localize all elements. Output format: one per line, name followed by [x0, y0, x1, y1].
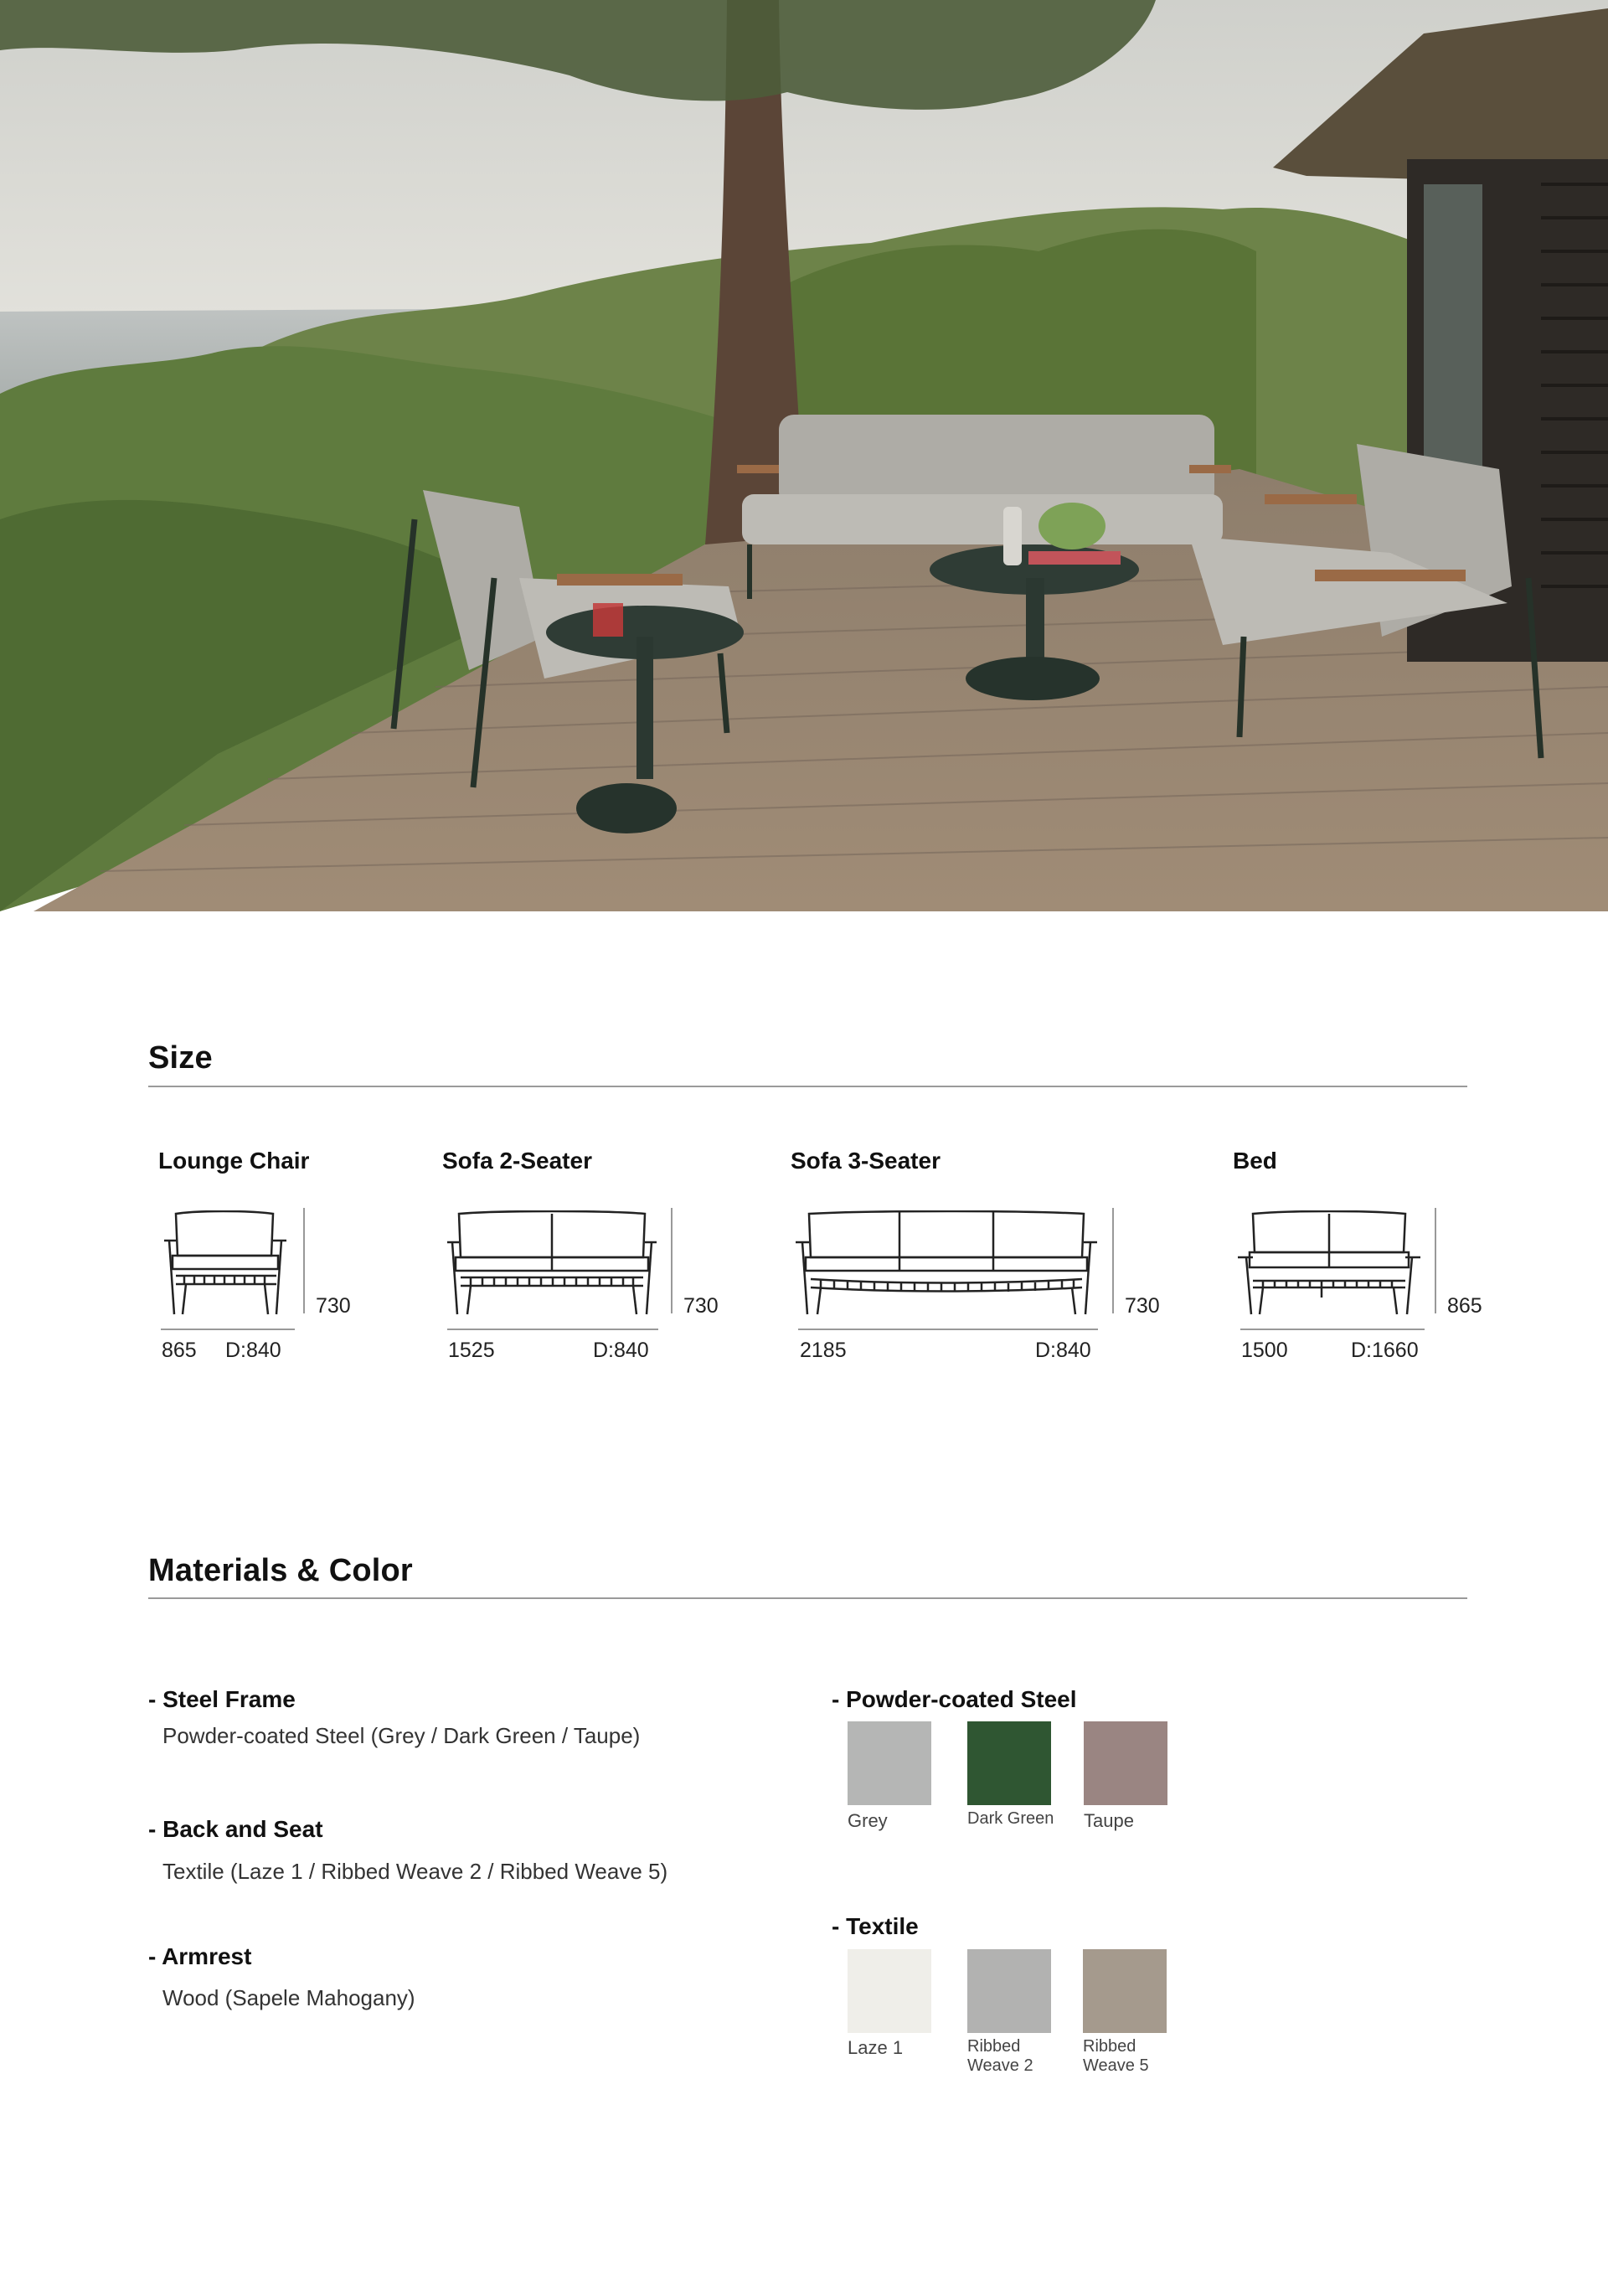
lounge-chair-drawing: [164, 1210, 286, 1315]
material-desc: Wood (Sapele Mahogany): [162, 1985, 415, 2010]
depth-value: D:840: [593, 1339, 649, 1362]
depth-value: D:840: [1035, 1339, 1091, 1362]
outdoor-lounge-scene: [0, 0, 1608, 911]
hero-photo: [0, 0, 1608, 911]
swatch-label: Ribbed Weave 5: [1083, 2037, 1149, 2075]
swatch-grey: [848, 1721, 931, 1805]
swatch-taupe: [1084, 1721, 1167, 1805]
bed-drawing: [1238, 1210, 1420, 1315]
swatch-label: Grey: [848, 1810, 888, 1831]
height-line: [303, 1208, 305, 1313]
material-desc: Textile (Laze 1 / Ribbed Weave 2 / Ribbed Weave 5): [162, 1859, 668, 1884]
width-value: 2185: [800, 1339, 847, 1362]
width-value: 865: [162, 1339, 197, 1362]
material-title: - Armrest: [148, 1943, 252, 1969]
material-desc: Powder-coated Steel (Grey / Dark Green / Taupe): [162, 1723, 641, 1748]
material-title: - Back and Seat: [148, 1816, 323, 1842]
swatch-label: Ribbed Weave 2: [967, 2037, 1033, 2075]
materials-divider: [148, 1597, 1467, 1599]
product-name: Sofa 2-Seater: [442, 1148, 592, 1174]
size-divider: [148, 1086, 1467, 1087]
width-line: [1240, 1329, 1425, 1330]
height-value: 865: [1447, 1294, 1482, 1318]
swatch-ribbed-weave-5: [1083, 1949, 1167, 2033]
material-title: - Steel Frame: [148, 1686, 296, 1712]
palette-title: - Textile: [832, 1913, 919, 1939]
product-name: Sofa 3-Seater: [791, 1148, 941, 1174]
width-line: [161, 1329, 295, 1330]
width-value: 1500: [1241, 1339, 1288, 1362]
sofa-2-seater-drawing: [447, 1210, 657, 1315]
swatch-laze-1: [848, 1949, 931, 2033]
height-value: 730: [316, 1294, 351, 1318]
height-value: 730: [1125, 1294, 1160, 1318]
width-line: [447, 1329, 658, 1330]
swatch-label: Dark Green: [967, 1809, 1054, 1828]
height-value: 730: [683, 1294, 719, 1318]
size-title: Size: [148, 1040, 213, 1076]
height-line: [1112, 1208, 1114, 1313]
product-name: Lounge Chair: [158, 1148, 310, 1174]
height-line: [671, 1208, 673, 1313]
swatch-ribbed-weave-2: [967, 1949, 1051, 2033]
palette-title: - Powder-coated Steel: [832, 1686, 1077, 1712]
depth-value: D:1660: [1351, 1339, 1419, 1362]
sofa-3-seater-drawing: [796, 1210, 1097, 1315]
width-line: [798, 1329, 1098, 1330]
swatch-label: Taupe: [1084, 1810, 1134, 1831]
height-line: [1435, 1208, 1436, 1313]
width-value: 1525: [448, 1339, 495, 1362]
depth-value: D:840: [225, 1339, 281, 1362]
swatch-dark-green: [967, 1721, 1051, 1805]
product-name: Bed: [1233, 1148, 1277, 1174]
materials-title: Materials & Color: [148, 1553, 413, 1588]
swatch-label: Laze 1: [848, 2037, 904, 2058]
